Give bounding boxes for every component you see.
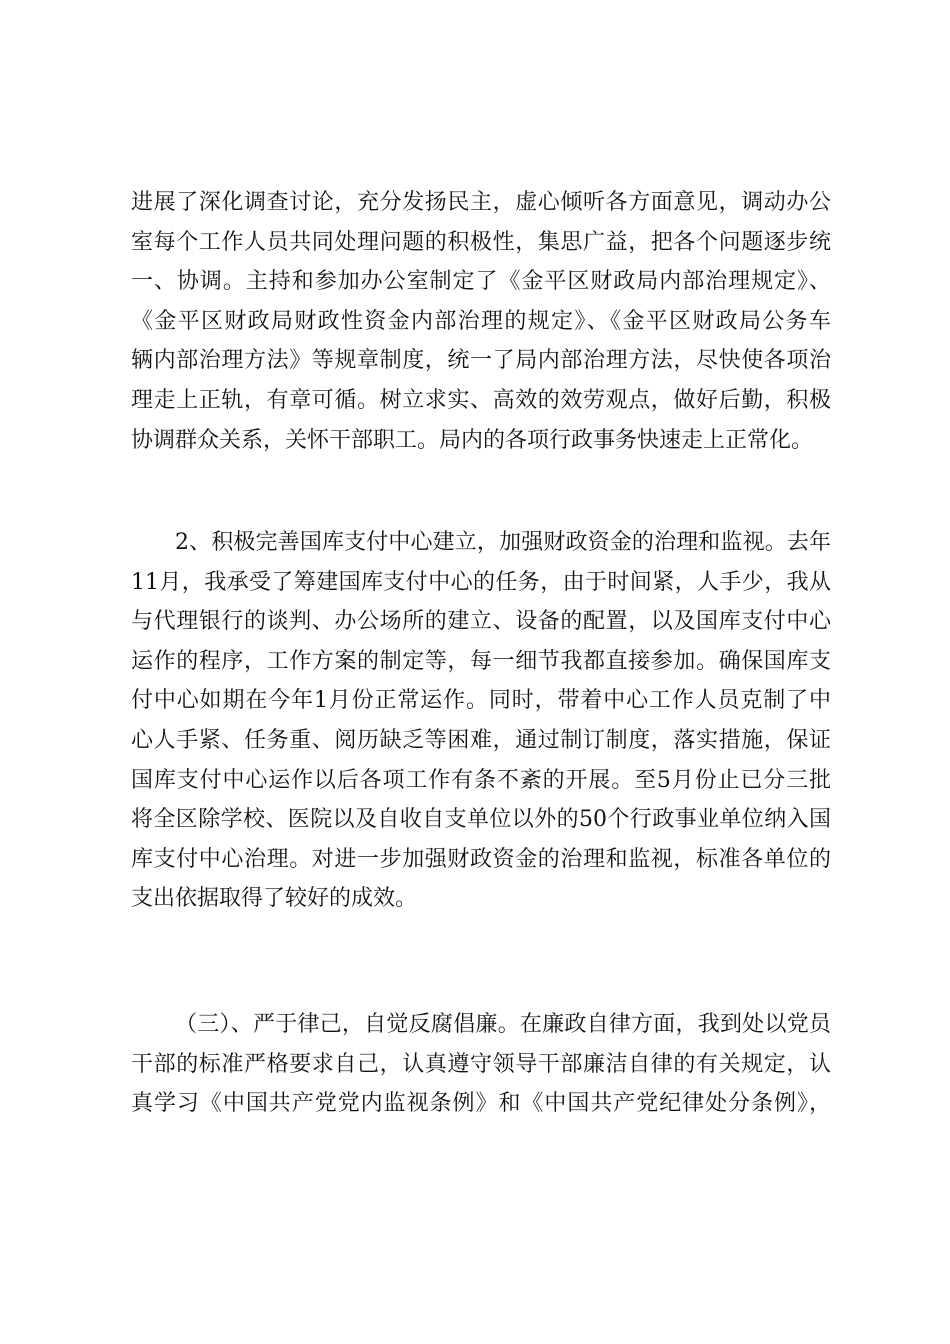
text-line: 11月，我承受了筹建国库支付中心的任务，由于时间紧，人手少，我从 xyxy=(131,569,831,595)
paragraph-treasury-center xyxy=(131,523,831,919)
text-line: 协调群众关系，关怀干部职工。局内的各项行政事务快速走上正常化。 xyxy=(131,427,814,453)
text-line: 库支付中心治理。对进一步加强财政资金的治理和监视，标准各单位的 xyxy=(131,846,831,872)
text-line: 《金平区财政局财政性资金内部治理的规定》、《金平区财政局公务车 xyxy=(131,308,831,334)
text-line: 国库支付中心运作以后各项工作有条不紊的开展。至5月份止已分三批 xyxy=(131,767,831,793)
paragraph-admin-work xyxy=(131,183,831,460)
paragraph-self-discipline xyxy=(131,1005,831,1124)
text-line: 理走上正轨，有章可循。树立求实、高效的效劳观点，做好后勤，积极 xyxy=(131,387,831,413)
text-line: 运作的程序，工作方案的制定等，每一细节我都直接参加。确保国库支 xyxy=(131,648,831,674)
text-line: 真学习《中国共产党党内监视条例》和《中国共产党纪律处分条例》， xyxy=(131,1091,831,1117)
text-line: 将全区除学校、医院以及自收自支单位以外的50个行政事业单位纳入国 xyxy=(131,807,831,833)
text-line: 2、积极完善国库支付中心建立，加强财政资金的治理和监视。去年 xyxy=(175,530,831,555)
text-line: 进展了深化调查讨论，充分发扬民主，虚心倾听各方面意见，调动办公 xyxy=(131,190,831,215)
text-line: （三）、严于律己，自觉反腐倡廉。在廉政自律方面，我到处以党员 xyxy=(175,1012,831,1037)
text-line: 支出依据取得了较好的成效。 xyxy=(131,886,418,912)
text-line: 干部的标准严格要求自己，认真遵守领导干部廉洁自律的有关规定，认 xyxy=(131,1051,831,1077)
text-line: 心人手紧、任务重、阅历缺乏等困难，通过制订制度，落实措施，保证 xyxy=(131,727,831,753)
text-line: 一、协调。主持和参加办公室制定了《金平区财政局内部治理规定》、 xyxy=(131,269,831,295)
text-line: 室每个工作人员共同处理问题的积极性，集思广益，把各个问题逐步统 xyxy=(131,229,831,255)
text-line: 与代理银行的谈判、办公场所的建立、设备的配置，以及国库支付中心 xyxy=(131,609,831,635)
text-line: 付中心如期在今年1月份正常运作。同时，带着中心工作人员克制了中 xyxy=(131,688,831,714)
text-line: 辆内部治理方法》等规章制度，统一了局内部治理方法，尽快使各项治 xyxy=(131,348,831,374)
